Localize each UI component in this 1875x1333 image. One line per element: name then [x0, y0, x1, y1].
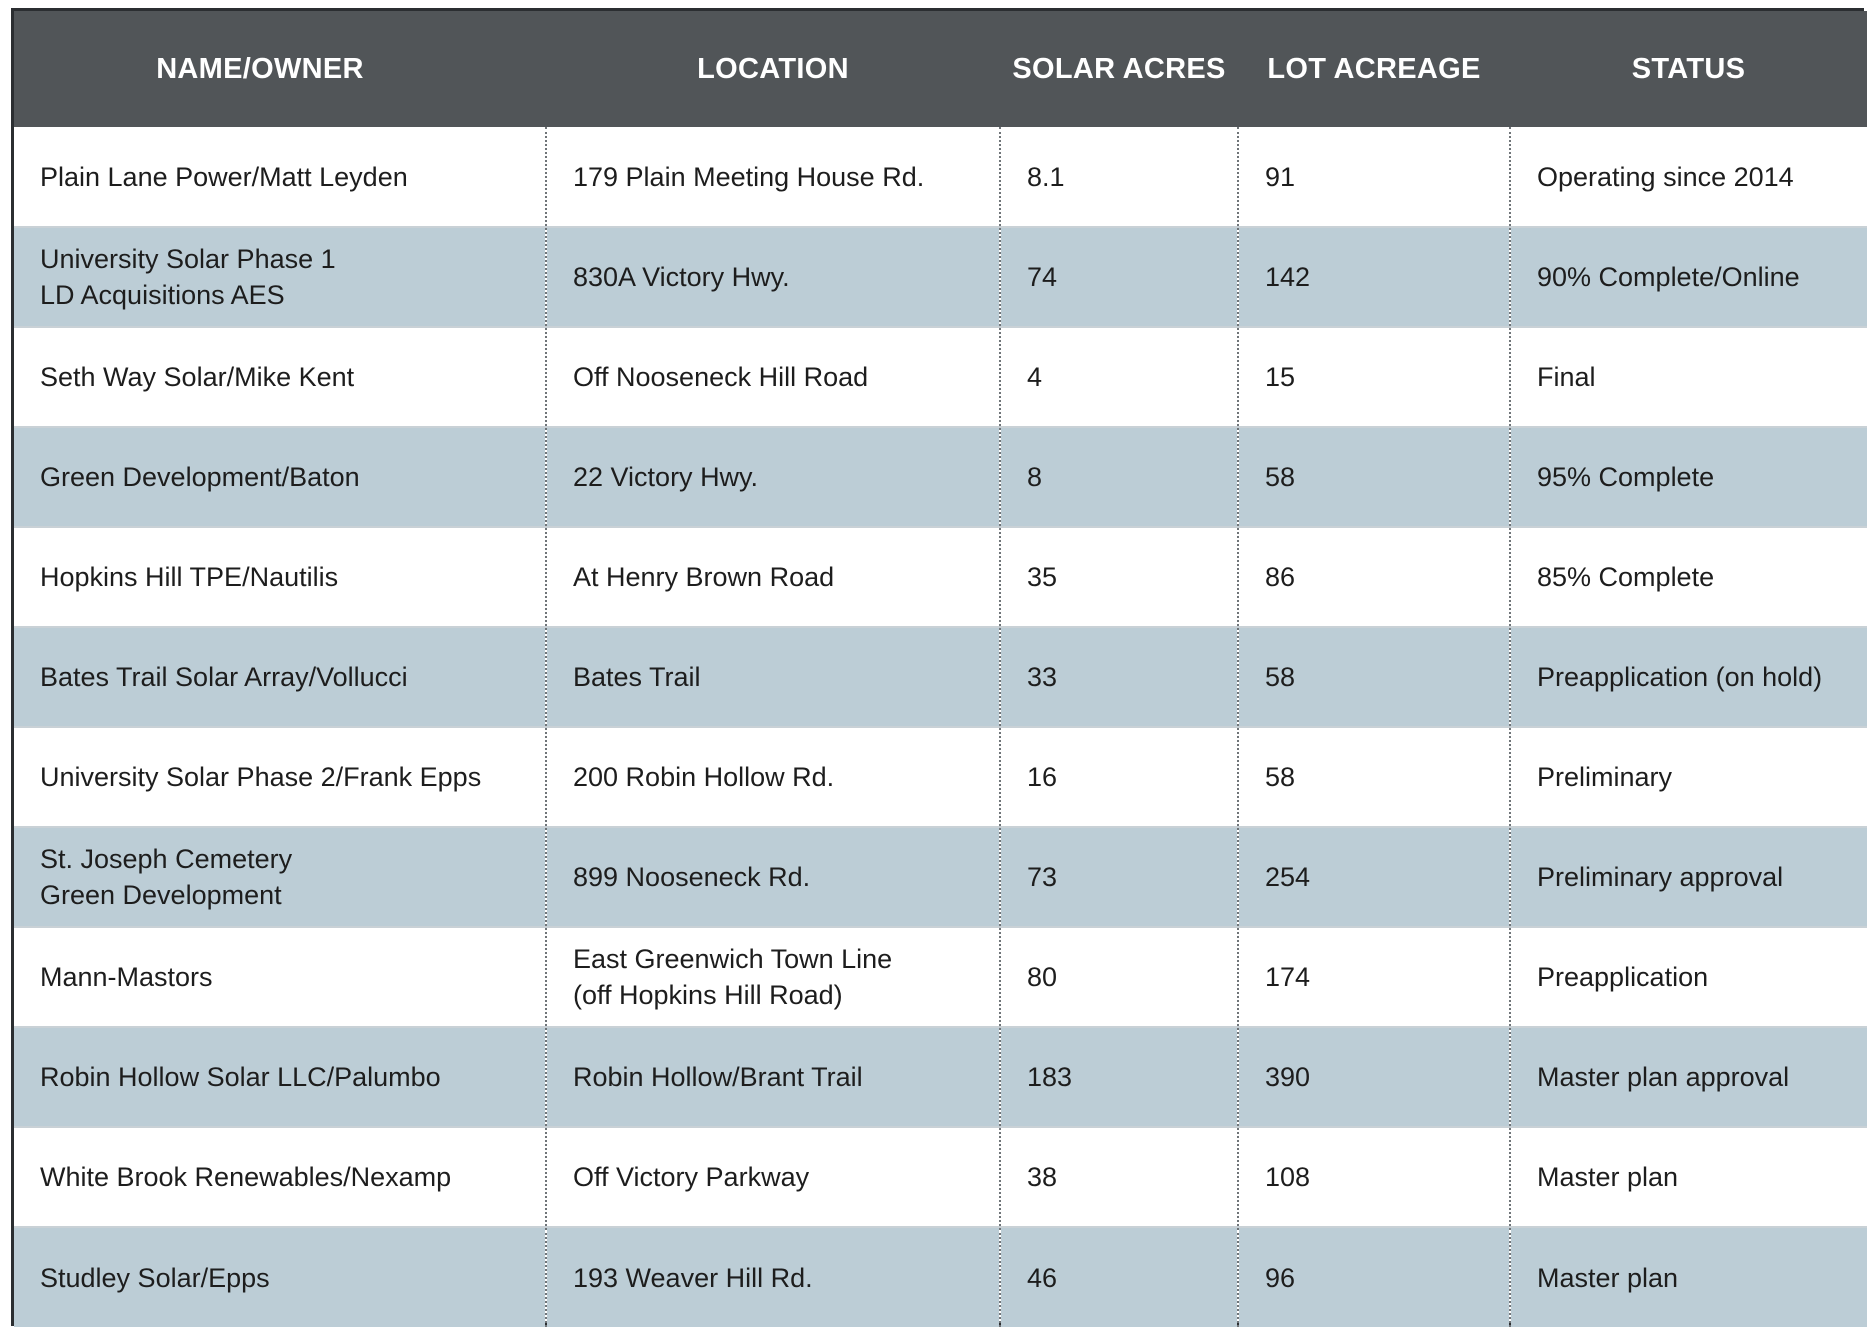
table-row — [14, 127, 1867, 227]
cell-location — [546, 1127, 1000, 1227]
cell-name-owner-line: St. Joseph Cemetery — [40, 844, 293, 874]
cell-location-line: 830A Victory Hwy. — [573, 262, 790, 292]
cell-lot-acreage: 390 — [1238, 1027, 1510, 1127]
cell-location-line: 22 Victory Hwy. — [573, 462, 759, 492]
cell-solar-acres: 80 — [1000, 927, 1238, 1027]
cell-location-line: 899 Nooseneck Rd. — [573, 862, 811, 892]
cell-location-line: East Greenwich Town Line — [573, 944, 893, 974]
cell-name-owner-line: Studley Solar/Epps — [40, 1262, 270, 1293]
cell-status: Preapplication — [1510, 927, 1867, 1027]
cell-solar-acres: 8.1 — [1000, 127, 1238, 227]
cell-status: Operating since 2014 — [1510, 127, 1867, 227]
table-row — [14, 1227, 1867, 1327]
cell-name-owner — [14, 1227, 546, 1327]
cell-name-owner-line: LD Acquisitions AES — [40, 280, 285, 310]
cell-lot-acreage: 15 — [1238, 327, 1510, 427]
cell-name-owner-line: University Solar Phase 2/Frank Epps — [40, 762, 482, 792]
table-row — [14, 427, 1867, 527]
cell-name-owner-line: Mann-Mastors — [40, 962, 213, 992]
cell-lot-acreage: 91 — [1238, 127, 1510, 227]
cell-solar-acres: 35 — [1000, 527, 1238, 627]
header-lot-acreage: LOT ACREAGE — [1267, 52, 1481, 85]
table-row — [14, 1027, 1867, 1127]
cell-solar-acres: 46 — [1000, 1227, 1238, 1327]
cell-location — [546, 327, 1000, 427]
cell-location — [546, 727, 1000, 827]
cell-status: 95% Complete — [1510, 427, 1867, 527]
cell-name-owner — [14, 827, 546, 927]
cell-location-line: Robin Hollow/Brant Trail — [573, 1062, 863, 1092]
table-header — [14, 11, 1867, 127]
table-row — [14, 727, 1867, 827]
cell-name-owner — [14, 727, 546, 827]
cell-name-owner-line: Plain Lane Power/Matt Leyden — [40, 161, 408, 192]
cell-solar-acres: 16 — [1000, 727, 1238, 827]
cell-location — [546, 227, 1000, 327]
cell-status: Master plan — [1510, 1127, 1867, 1227]
cell-location — [546, 427, 1000, 527]
cell-location — [546, 1227, 1000, 1327]
table-row — [14, 627, 1867, 727]
cell-lot-acreage: 96 — [1238, 1227, 1510, 1327]
table-row — [14, 827, 1867, 927]
table-row — [14, 927, 1867, 1027]
cell-name-owner-line: Bates Trail Solar Array/Vollucci — [40, 662, 408, 692]
cell-lot-acreage: 58 — [1238, 427, 1510, 527]
cell-lot-acreage: 58 — [1238, 627, 1510, 727]
solar-projects-table-container — [11, 8, 1864, 1326]
cell-location-line: Off Nooseneck Hill Road — [573, 362, 869, 392]
table-body — [14, 127, 1867, 1327]
cell-lot-acreage: 142 — [1238, 227, 1510, 327]
cell-name-owner — [14, 527, 546, 627]
cell-status: Preapplication (on hold) — [1510, 627, 1867, 727]
table-row — [14, 527, 1867, 627]
cell-status: Master plan — [1510, 1227, 1867, 1327]
cell-name-owner-line: Robin Hollow Solar LLC/Palumbo — [40, 1062, 441, 1092]
cell-location — [546, 627, 1000, 727]
cell-name-owner-line: Seth Way Solar/Mike Kent — [40, 362, 355, 392]
cell-location-line: (off Hopkins Hill Road) — [573, 980, 843, 1010]
header-location: LOCATION — [697, 52, 849, 85]
cell-name-owner — [14, 227, 546, 327]
cell-status: 90% Complete/Online — [1510, 227, 1867, 327]
table-row — [14, 327, 1867, 427]
cell-location — [546, 827, 1000, 927]
cell-name-owner-line: University Solar Phase 1 — [40, 244, 336, 274]
cell-name-owner-line: Green Development/Baton — [40, 462, 360, 492]
cell-name-owner — [14, 1027, 546, 1127]
cell-name-owner-line: Green Development — [40, 880, 282, 910]
cell-solar-acres: 74 — [1000, 227, 1238, 327]
table-row — [14, 227, 1867, 327]
cell-lot-acreage: 174 — [1238, 927, 1510, 1027]
cell-location-line: Off Victory Parkway — [573, 1162, 810, 1192]
cell-solar-acres: 33 — [1000, 627, 1238, 727]
header-name-owner: NAME/OWNER — [156, 52, 364, 85]
cell-lot-acreage: 108 — [1238, 1127, 1510, 1227]
cell-status: Preliminary — [1510, 727, 1867, 827]
header-row — [14, 11, 1867, 127]
header-solar-acres: SOLAR ACRES — [1012, 52, 1226, 85]
cell-name-owner — [14, 1127, 546, 1227]
cell-location-line: 193 Weaver Hill Rd. — [573, 1262, 813, 1293]
cell-solar-acres: 183 — [1000, 1027, 1238, 1127]
cell-status: Master plan approval — [1510, 1027, 1867, 1127]
cell-location-line: 200 Robin Hollow Rd. — [573, 762, 835, 792]
cell-location-line: At Henry Brown Road — [573, 562, 835, 592]
cell-solar-acres: 73 — [1000, 827, 1238, 927]
cell-name-owner-line: Hopkins Hill TPE/Nautilis — [40, 562, 339, 592]
cell-name-owner — [14, 127, 546, 227]
cell-lot-acreage: 58 — [1238, 727, 1510, 827]
cell-solar-acres: 38 — [1000, 1127, 1238, 1227]
cell-location — [546, 927, 1000, 1027]
cell-location — [546, 1027, 1000, 1127]
cell-location — [546, 527, 1000, 627]
cell-name-owner — [14, 327, 546, 427]
cell-lot-acreage: 86 — [1238, 527, 1510, 627]
cell-name-owner — [14, 427, 546, 527]
cell-status: Preliminary approval — [1510, 827, 1867, 927]
solar-projects-table — [14, 11, 1867, 1327]
cell-status: 85% Complete — [1510, 527, 1867, 627]
table-row — [14, 1127, 1867, 1227]
cell-name-owner — [14, 627, 546, 727]
cell-solar-acres: 4 — [1000, 327, 1238, 427]
cell-location-line: 179 Plain Meeting House Rd. — [573, 161, 925, 192]
cell-name-owner-line: White Brook Renewables/Nexamp — [40, 1162, 452, 1192]
cell-location — [546, 127, 1000, 227]
cell-lot-acreage: 254 — [1238, 827, 1510, 927]
header-status: STATUS — [1631, 52, 1746, 85]
cell-location-line: Bates Trail — [573, 662, 701, 692]
cell-solar-acres: 8 — [1000, 427, 1238, 527]
cell-status: Final — [1510, 327, 1867, 427]
cell-name-owner — [14, 927, 546, 1027]
